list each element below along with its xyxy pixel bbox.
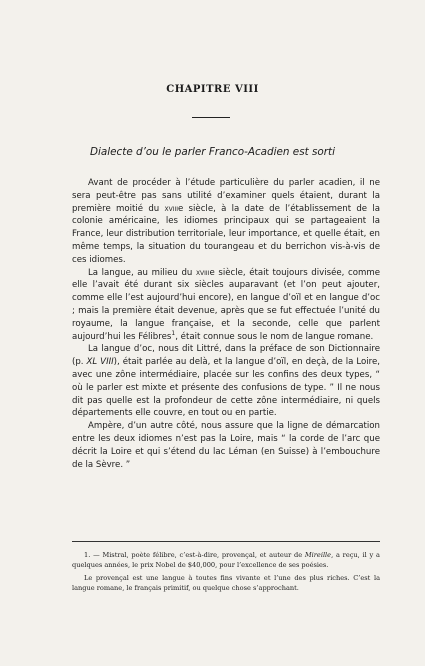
- text-span: , était connue sous le nom de langue romane.: [175, 331, 374, 342]
- text-span: 1. — Mistral, poète félibre, c’est-à-dire, provençal, et auteur de: [84, 551, 305, 559]
- chapter-title: CHAPITRE VIII: [166, 84, 259, 95]
- text-span: , a reçu, il y a quelques années, le prix Nobel de $40,000, pour l’excellence de ses poésies.: [72, 551, 380, 569]
- footnote-2: [72, 573, 380, 593]
- text-span: ), était parlée au delà, et la langue d’oïl, en deçà, de la Loire, avec une zône intermédiaire, placée sur les confins des deux types, “ où le parler est mixte et présente des confusions de type. ” Il ne nous dit pas quelle est la profondeur de cette zône intermédiaire, ni quels départements elle couvre, en tout ou en partie.: [72, 357, 381, 419]
- text-span: Avant de procéder à l’étude particulière du parler acadien, il ne sera peut-être pas sans utilité d’examiner quels étaient, durant la première moitié du: [72, 178, 380, 214]
- page-reference: XL VIII: [86, 357, 114, 368]
- paragraph-4: [72, 420, 380, 471]
- body-text: [72, 177, 380, 471]
- text-span: La langue d’oc, nous dit Littré, dans la préface de son Dictionnaire (p.: [72, 344, 380, 368]
- section-title: Dialecte d’ou le parler Franco-Acadien est sorti: [90, 146, 335, 158]
- footnotes: [72, 550, 380, 596]
- title-rule: [192, 117, 230, 118]
- century-numeral: xviii: [164, 203, 179, 214]
- paragraph-3: [72, 343, 380, 420]
- paragraph-2: [72, 267, 380, 344]
- century-numeral: xviii: [195, 267, 210, 278]
- footnote-ref: 1: [171, 329, 176, 337]
- paragraph-1: [72, 177, 380, 267]
- footnote-rule: [72, 541, 380, 542]
- text-span: Ampère, d’un autre côté, nous assure que la ligne de démarcation entre les deux idiomes n’est pas la Loire, mais “ la corde de l’arc que décrit la Loire et qui s’étend du lac Léman (en Suisse) à l’embouchure de la Sèvre. ”: [72, 421, 380, 470]
- text-span: Le provençal est une langue à toutes fins vivante et l’une des plus riches. C’est la langue romane, le français primitif, ou quelque chose s’approchant.: [72, 574, 380, 592]
- footnote-1: [72, 550, 380, 570]
- text-span: La langue, au milieu du: [88, 267, 196, 278]
- text-span: e siècle, était toujours divisée, comme elle l’avait été durant six siècles auparavant (et l’on peut ajouter, comme elle l’est aujourd’hui encore), en langue d’oïl et en langue d’oc ; mais la première était devenue, après que se fut effectuée l’unité du royaume, la langue française, et la seconde, celle que parlent aujourd’hui les Félibres: [72, 267, 380, 342]
- text-span: e siècle, à la date de l’établissement de la colonie américaine, les idiomes principaux qui se partageaient la France, leur distribution territoriale, leur importance, et quelle était, en même temps, la situation du tourangeau et du berrichon vis-à-vis de ces idiomes.: [72, 203, 381, 265]
- work-title: Mireille: [304, 551, 332, 559]
